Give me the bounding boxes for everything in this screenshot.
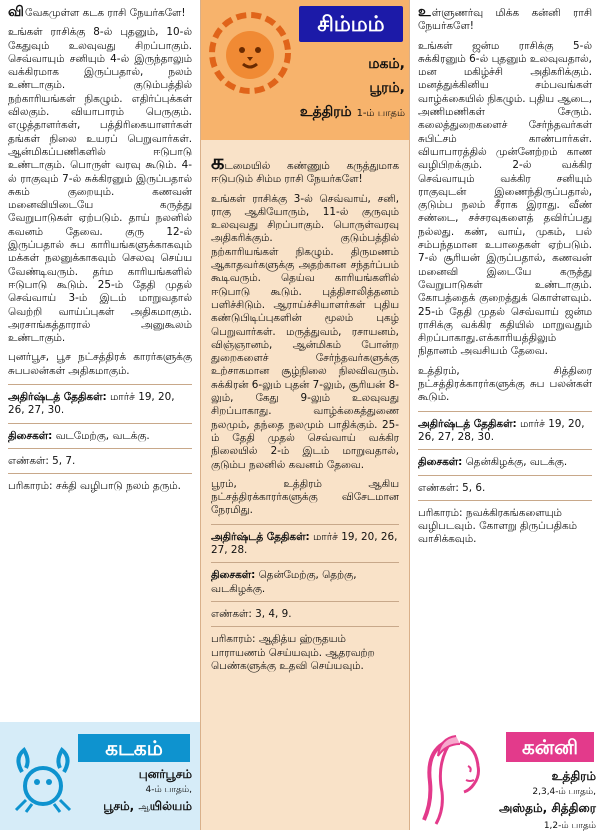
crab-icon — [8, 742, 78, 814]
simmam-numbers — [211, 608, 399, 621]
kanni-body: உங்கள் ஜன்ம ராசிக்கு 5-ல் சுக்கிரனும் 6-ல் புதனும் உலவுவதால், மன மகிழ்ச்சி அதிகரிக்கும். மனத்துக்கினிய சம்பவங்கள் வாழ்க்கையில் நிகழும். புதிய ஆடை, அணிமணிகள் சேரும். கலைத்துறைகளைச் சேர்ந்தவர்கள் சுபிட்சம் காண்பார்கள். வியாபாரத்தில் முன்னேற்றம் காண வழிபிறக்கும். 2-ல் வக்கிர செவ்வாயும் வக்கிர சனியும் ராகுவுடன் இணைந்திருப்பதால், குடும்ப நலம் சீராக இராது. வீண் சண்டை, சச்சரவுகளைத் தவிர்ப்பது நல்லது. கண், வாய், முகம், பல் சம்பந்தமான உபாதைகள் ஏற்படும். 7-ல் சூரியன் இருப்பதால், கணவன் மனைவி இடையே கருத்து வேறுபாடுகள் உண்டாகும். கோபத்தைக் குறைத்துக் கொள்ளவும். 25-ம் தேதி முதல் செவ்வாய் ஜன்ம ராசிக்கு வக்கிர கதியில் மாறுவதும் சிறப்பாகாது.எக்காரியத்திலும் நிதானம் அவசியம் தேவை. — [418, 39, 592, 358]
simmam-header — [201, 0, 409, 140]
remedy-label: பரிகாரம்: — [8, 480, 53, 493]
kanni-lucky-dates — [418, 418, 592, 445]
lucky-dates-label: அதிர்ஷ்டத் தேதிகள்: — [418, 417, 517, 430]
kanni-remedy — [418, 507, 592, 547]
simmam-star-2: பூரம், — [369, 80, 405, 96]
directions-label: திசைகள்: — [418, 456, 463, 469]
divider — [418, 475, 592, 476]
lucky-dates-value: மார்ச் 19, 20, 26, 27, 28, 30. — [418, 417, 585, 443]
numbers-value: 5, 6. — [462, 481, 486, 494]
simmam-stars — [293, 52, 405, 126]
kanni-star-2: அஸ்தம், சித்திரை — [498, 801, 596, 815]
kanni-intro-rest: ள்ளுணர்வு மிக்க கன்னி ராசி நேயர்களே! — [418, 7, 592, 33]
numbers-label: எண்கள்: — [211, 607, 252, 620]
kadagam-star-2-3 — [88, 798, 192, 816]
kadagam-lucky-dates — [8, 391, 192, 418]
directions-label: திசைகள்: — [211, 569, 256, 582]
lucky-dates-value: மார்ச் 19, 20, 26, 27, 30. — [8, 391, 175, 417]
kadagam-body: உங்கள் ராசிக்கு 8-ல் புதனும், 10-ல் கேதுவும் உலவுவது சிறப்பாகும். செவ்வாயும் சனியும் 4-ல் இருந்தாலும் வக்கிரமாக இருப்பதால், நலம் உண்டாகும். குடும்பத்தில் நற்காரியங்கள் நிகழும். எதிர்ப்புக்கள் விலகும். வியாபாரம் பெருகும். எழுத்தாளர்கள், பத்திரிகையாளர்கள் தங்கள் நிலை உயரப் பெறுவார்கள். ஆன்மிகப்பணிகளில் ஈடுபாடு உண்டாகும். பொருள் வரவு கூடும். 4-ல் ராகுவும் 7-ல் சுக்கிரனும் இருப்பதால் சுகம் குறையும். கணவன் மனைவியிடையே கருத்து வேறுபாடுகள் ஏற்படும். தாய் நலனில் கவனம் தேவை. குரு 12-ல் இருப்பதால் சுப காரியங்களுக்காகவும் மக்கள் நலனுக்காகவும் செலவு செய்ய வேண்டிவரும். தர்ம காரியங்களில் ஈடுபாடு கூடும். 25-ம் தேதி முதல் செவ்வாய் 3-ம் இடம் மாறுவதால் வெற்றி வாய்ப்புகள் அதிகமாகும். அரசாங்கத்தாரால் அனுகூலம் உண்டாகும். — [8, 26, 192, 345]
directions-value: தென்மேற்கு, தெற்கு, வடகிழக்கு. — [211, 569, 357, 595]
kanni-title: கன்னி — [506, 732, 594, 762]
simmam-body: உங்கள் ராசிக்கு 3-ல் செவ்வாய், சனி, ராகு ஆகியோரும், 11-ல் குருவும் உலவுவது சிறப்பாகும். பொருள்வரவு அதிகரிக்கும். குடும்பத்தில் நற்காரியங்கள் நிகழும். திருமணம் ஆகாதவர்களுக்கு அதற்கான சந்தர்ப்பம் கூடிவரும். தெய்வ காரியங்களில் ஈடுபாடு கூடும். புத்திசாலித்தனம் பளிச்சிடும். ஆராய்ச்சியாளர்கள் புதிய கண்டுபிடிப்புகளின் மூலம் புகழ் பெறுவார்கள். மருத்துவம், ரசாயனம், விஞ்ஞானம், ஆன்மிகம் போன்ற துறைகளைச் சேர்ந்தவர்களுக்கு உற்சாகமான சூழ்நிலை நிலவிவரும். சுக்கிரன் 6-லும் புதன் 7-லும், சூரியன் 8-லும், கேது 9-லும் உலவுவது சிறப்பாகாது. வாழ்க்கைத்துணை நலமும், தந்தை நலமும் பாதிக்கும். 25-ம் தேதி முதல் செவ்வாய் வக்கிர நிலையில் 2-ம் இடம் மாறுவதால், குடும்ப நலனில் கவனம் தேவை. — [211, 192, 399, 471]
kadagam-intro — [8, 6, 192, 20]
simmam-intro — [211, 150, 399, 187]
kadagam-star-1: புனர்பூசம் — [138, 767, 192, 781]
divider — [8, 473, 192, 474]
divider — [8, 423, 192, 424]
numbers-label: எண்கள்: — [8, 454, 49, 467]
kanni-intro — [418, 6, 592, 34]
remedy-value: நவக்கிரகங்களையும் வழிபடவும். கோளறு திருப்பதிகம் வாசிக்கவும். — [418, 506, 578, 546]
simmam-title: சிம்மம் — [299, 6, 403, 42]
simmam-lucky-dates — [211, 531, 399, 558]
divider — [418, 500, 592, 501]
remedy-label: பரிகாரம்: — [211, 633, 256, 646]
divider — [418, 411, 592, 412]
kadagam-star-note: புனர்பூச, பூச நட்சத்திரக் காரர்களுக்கு சுபபலன்கள் அதிகமாகும். — [8, 351, 192, 377]
kadagam-banner — [0, 722, 200, 830]
directions-label: திசைகள்: — [8, 429, 53, 442]
simmam-star-note: பூரம், உத்திரம் ஆகிய நட்சத்திரக்காரர்களுக்கு விசேடமான நேரமிது. — [211, 477, 399, 517]
lucky-dates-label: அதிர்ஷ்டத் தேதிகள்: — [8, 391, 107, 404]
kanni-numbers — [418, 482, 592, 495]
kadagam-star-3: யில்யம் — [149, 799, 192, 813]
simmam-body-section — [201, 140, 409, 673]
kanni-intro-cap: உ — [418, 4, 432, 20]
divider — [8, 384, 192, 385]
kanni-directions — [418, 456, 592, 469]
divider — [211, 626, 399, 627]
divider — [8, 448, 192, 449]
kadagam-remedy — [8, 480, 192, 493]
simmam-star-3-pada: 1-ம் பாதம் — [356, 108, 405, 119]
simmam-star-1: மகம், — [368, 56, 405, 72]
kadagam-numbers — [8, 455, 192, 468]
kadagam-star-1-pada: 4-ம் பாதம், — [145, 785, 192, 795]
divider — [211, 524, 399, 525]
numbers-value: 5, 7. — [52, 454, 76, 467]
directions-value: வடமேற்கு, வடக்கு. — [55, 429, 150, 442]
simmam-star-3 — [293, 100, 405, 126]
kadagam-intro-cap: வி — [8, 4, 25, 20]
numbers-value: 3, 4, 9. — [255, 607, 292, 620]
kadagam-stars — [88, 766, 192, 816]
kanni-star-2-pada: 1,2-ம் பாதம் — [543, 821, 596, 831]
directions-value: தென்கிழக்கு, வடக்கு. — [465, 456, 568, 469]
kanni-column — [410, 0, 600, 830]
kadagam-star-2: பூசம், — [103, 799, 139, 813]
kadagam-star-3-prefix: ஆ — [138, 803, 150, 813]
simmam-intro-cap: க — [211, 150, 225, 174]
lion-icon — [207, 10, 293, 96]
remedy-label: பரிகாரம்: — [418, 506, 463, 519]
kanni-star-note: உத்திரம், சித்திரை நட்சத்திரக்காரர்களுக்கு சுப பலன்கள் கூடும். — [418, 364, 592, 404]
kanni-star-2-line — [490, 800, 596, 834]
divider — [211, 601, 399, 602]
simmam-star-3-name: உத்திரம் — [299, 104, 352, 120]
remedy-value: ஆதித்ய ஹ்ருதயம் பாராயணம் செய்யவும். ஆதரவற்ற பெண்களுக்கு உதவி செய்யவும். — [211, 633, 375, 672]
kadagam-directions — [8, 430, 192, 443]
kadagam-column — [0, 0, 200, 830]
simmam-column — [200, 0, 410, 830]
lucky-dates-label: அதிர்ஷ்டத் தேதிகள்: — [211, 530, 310, 543]
remedy-value: சக்தி வழிபாடு நலம் தரும். — [55, 480, 181, 493]
kanni-star-1-pada: 2,3,4-ம் பாதம், — [532, 787, 596, 797]
lucky-dates-value: மார்ச் 19, 20, 26, 27, 28. — [211, 530, 398, 557]
kanni-star-1: உத்திரம் — [551, 769, 596, 783]
kanni-banner — [410, 722, 600, 830]
numbers-label: எண்கள்: — [418, 481, 459, 494]
kadagam-title: கடகம் — [78, 734, 190, 762]
divider — [211, 562, 399, 563]
kanni-stars — [490, 768, 596, 834]
kadagam-intro-rest: வேகமுள்ள கடக ராசி நேயர்களே! — [24, 7, 186, 19]
divider — [418, 449, 592, 450]
simmam-remedy — [211, 633, 399, 673]
simmam-intro-rest: டமையில் கண்ணும் கருத்துமாக ஈடுபடும் சிம்ம ராசி நேயர்களே! — [211, 160, 399, 186]
simmam-directions — [211, 569, 399, 596]
